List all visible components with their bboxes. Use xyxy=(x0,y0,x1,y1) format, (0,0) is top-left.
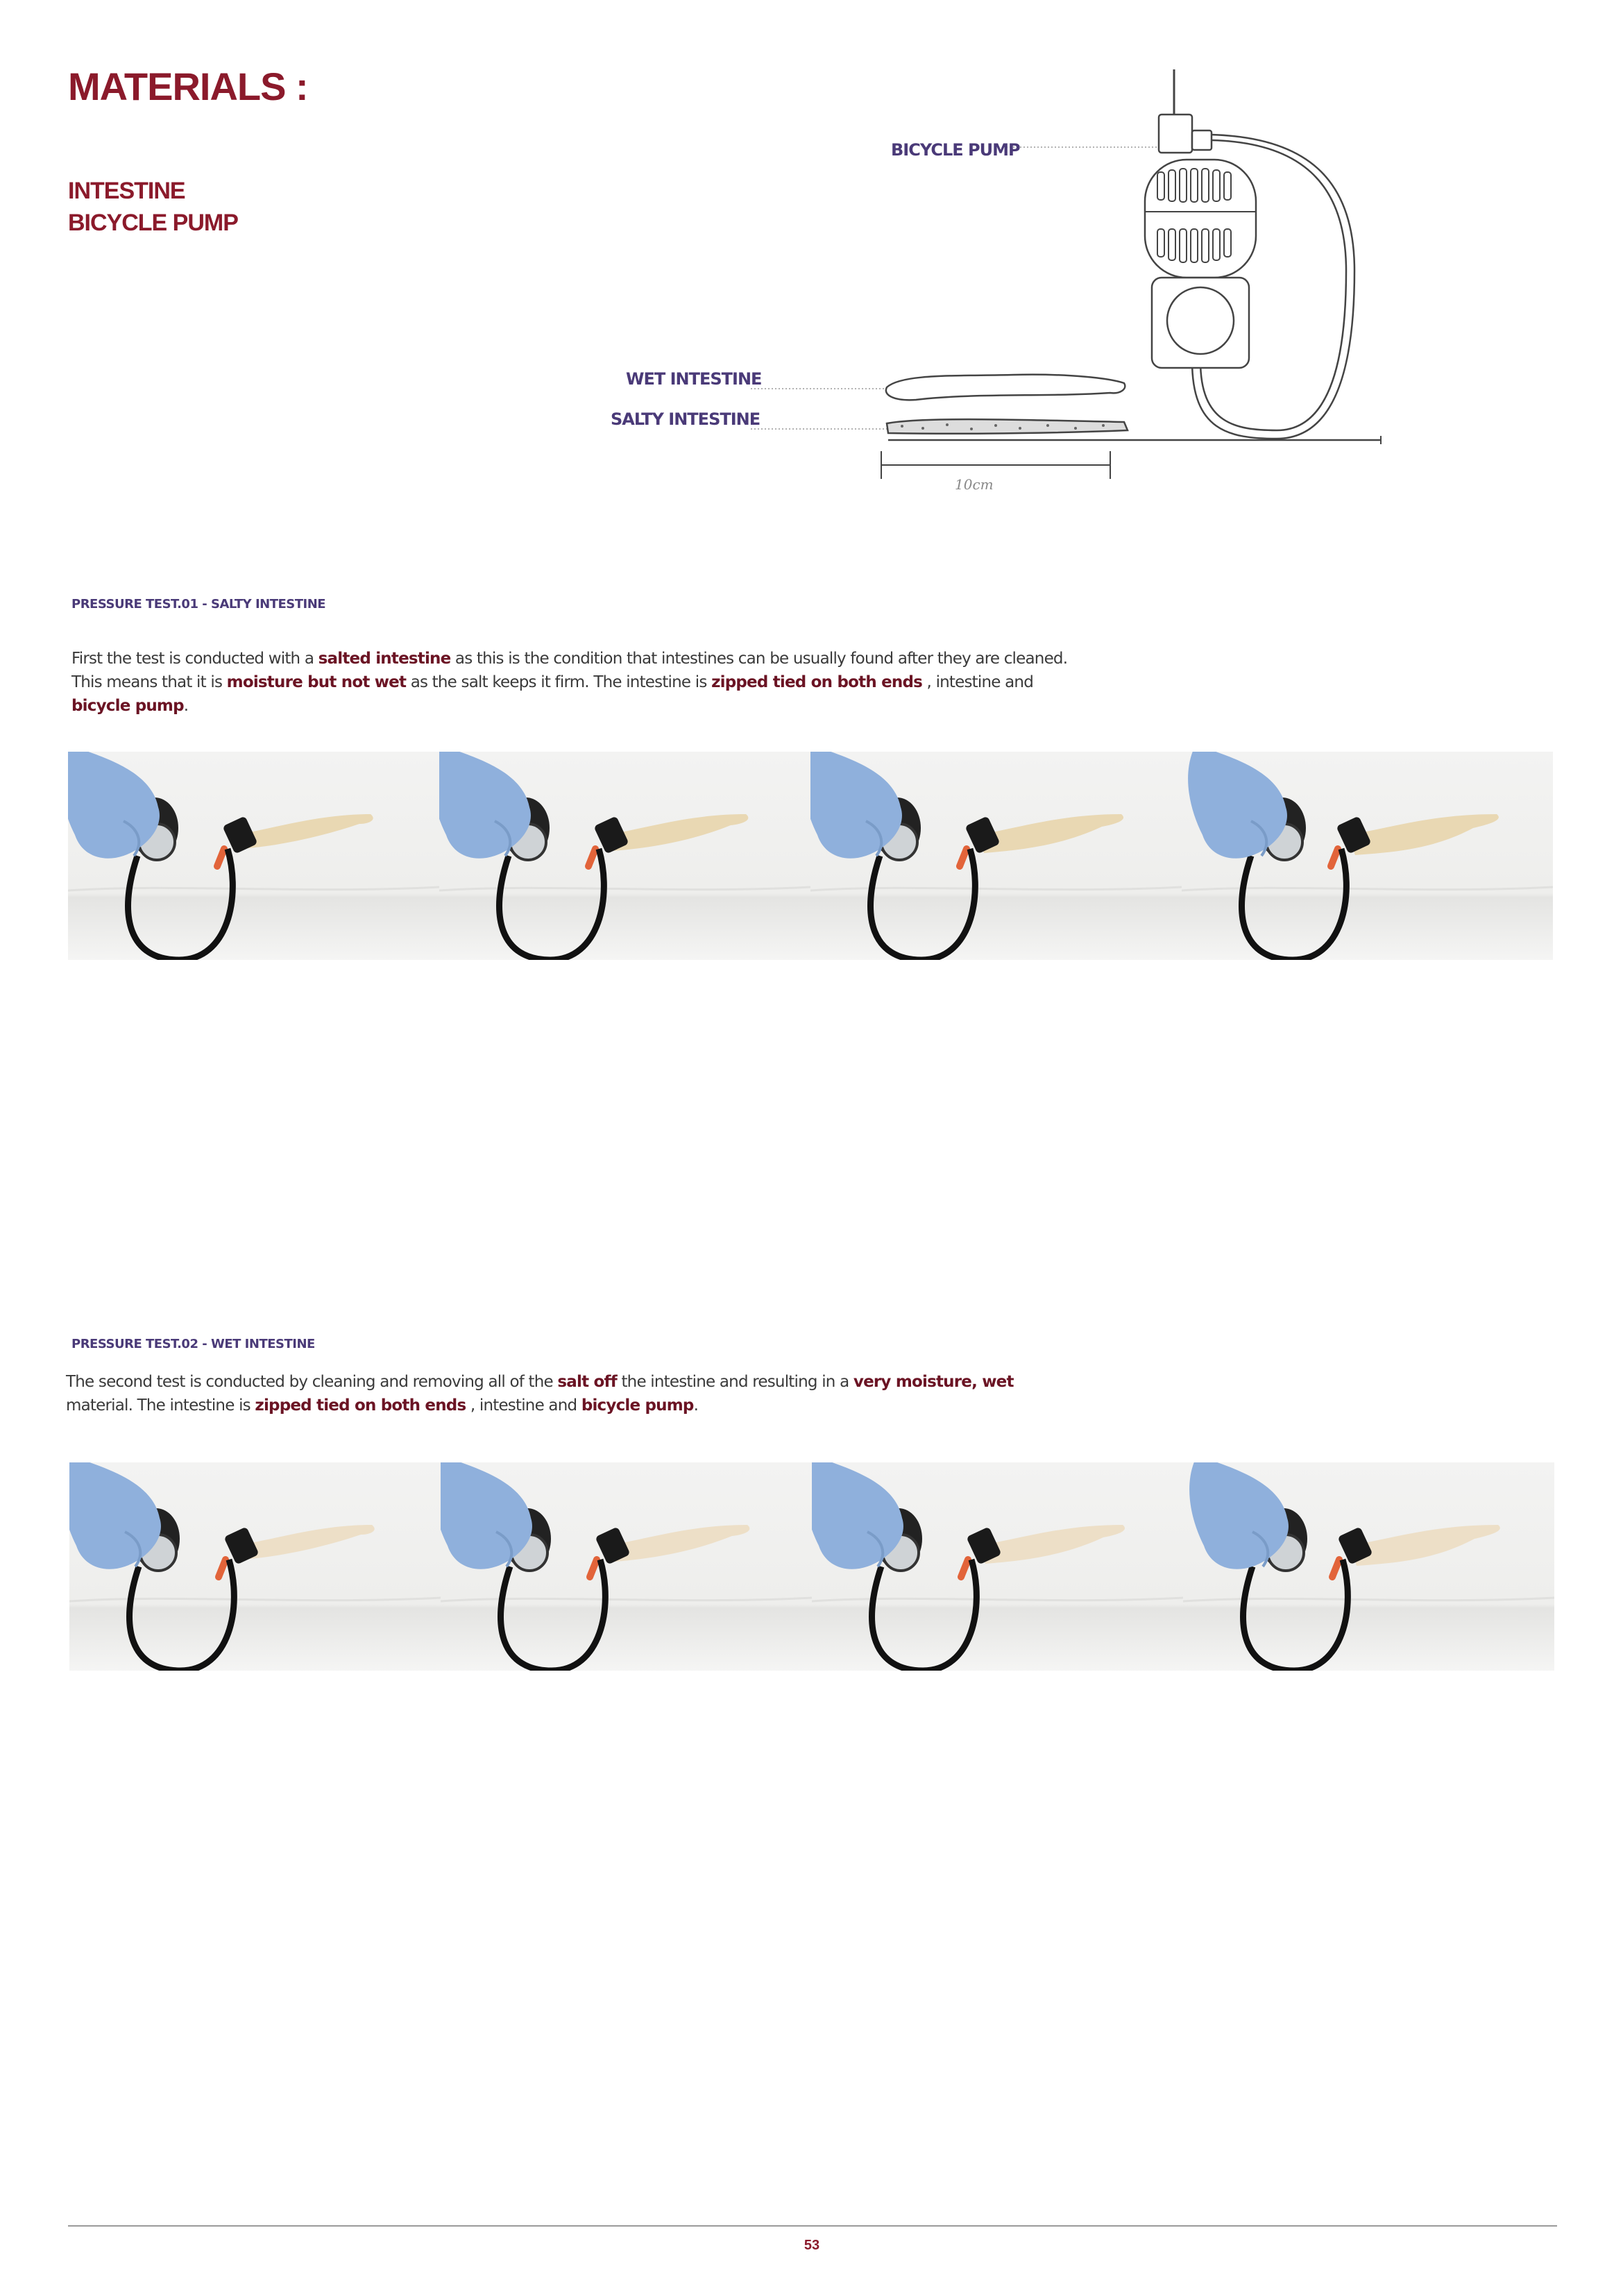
test2-photo-3 xyxy=(812,1462,1183,1671)
body-text: material. The intestine is xyxy=(66,1396,255,1415)
highlight-text: salt off xyxy=(557,1373,617,1391)
test1-photo-3 xyxy=(810,752,1182,960)
measure-label: 10cm xyxy=(955,476,994,493)
page-number: 53 xyxy=(804,2238,820,2253)
body-text: , intestine and xyxy=(922,673,1034,691)
label-wet-intestine: WET INTESTINE xyxy=(626,369,762,389)
test1-photo-1 xyxy=(68,752,439,960)
test2-photo-row xyxy=(69,1462,1554,1671)
highlight-text: bicycle pump xyxy=(71,697,184,715)
material-item-bicycle-pump: BICYCLE PUMP xyxy=(68,210,238,236)
test1-photo-4 xyxy=(1182,752,1553,960)
test2-paragraph xyxy=(66,1370,1065,1417)
label-bicycle-pump: BICYCLE PUMP xyxy=(891,140,1020,160)
body-text: . xyxy=(693,1396,699,1415)
highlight-text: zipped tied on both ends xyxy=(255,1396,466,1415)
materials-list xyxy=(68,175,238,239)
test2-photo-2 xyxy=(441,1462,812,1671)
footer-divider xyxy=(68,2225,1557,2227)
highlight-text: bicycle pump xyxy=(581,1396,694,1415)
highlight-text: moisture but not wet xyxy=(226,673,407,691)
body-text: . xyxy=(183,697,189,715)
highlight-text: zipped tied on both ends xyxy=(711,673,923,691)
body-text: The second test is conducted by cleaning and removing all of the xyxy=(66,1373,558,1391)
body-text: , intestine and xyxy=(466,1396,581,1415)
body-text: First the test is conducted with a xyxy=(71,650,318,668)
test1-paragraph xyxy=(71,647,1071,718)
body-text: as this is the condition that intestines can be usually found after they are cleaned. This means that it is xyxy=(71,650,1068,691)
body-text: as the salt keeps it firm. The intestine is xyxy=(406,673,712,691)
test1-heading: PRESSURE TEST.01 - SALTY INTESTINE xyxy=(71,597,326,611)
highlight-text: salted intestine xyxy=(318,650,451,668)
test2-photo-1 xyxy=(69,1462,441,1671)
page-title: MATERIALS : xyxy=(68,65,308,108)
test2-photo-4 xyxy=(1183,1462,1554,1671)
body-text: the intestine and resulting in a xyxy=(616,1373,853,1391)
test1-photo-2 xyxy=(439,752,810,960)
test1-photo-row xyxy=(68,752,1553,960)
material-item-intestine: INTESTINE xyxy=(68,178,185,204)
highlight-text: very moisture, wet xyxy=(853,1373,1014,1391)
test2-heading: PRESSURE TEST.02 - WET INTESTINE xyxy=(71,1337,315,1351)
materials-diagram xyxy=(597,62,1395,507)
label-salty-intestine: SALTY INTESTINE xyxy=(611,410,760,429)
